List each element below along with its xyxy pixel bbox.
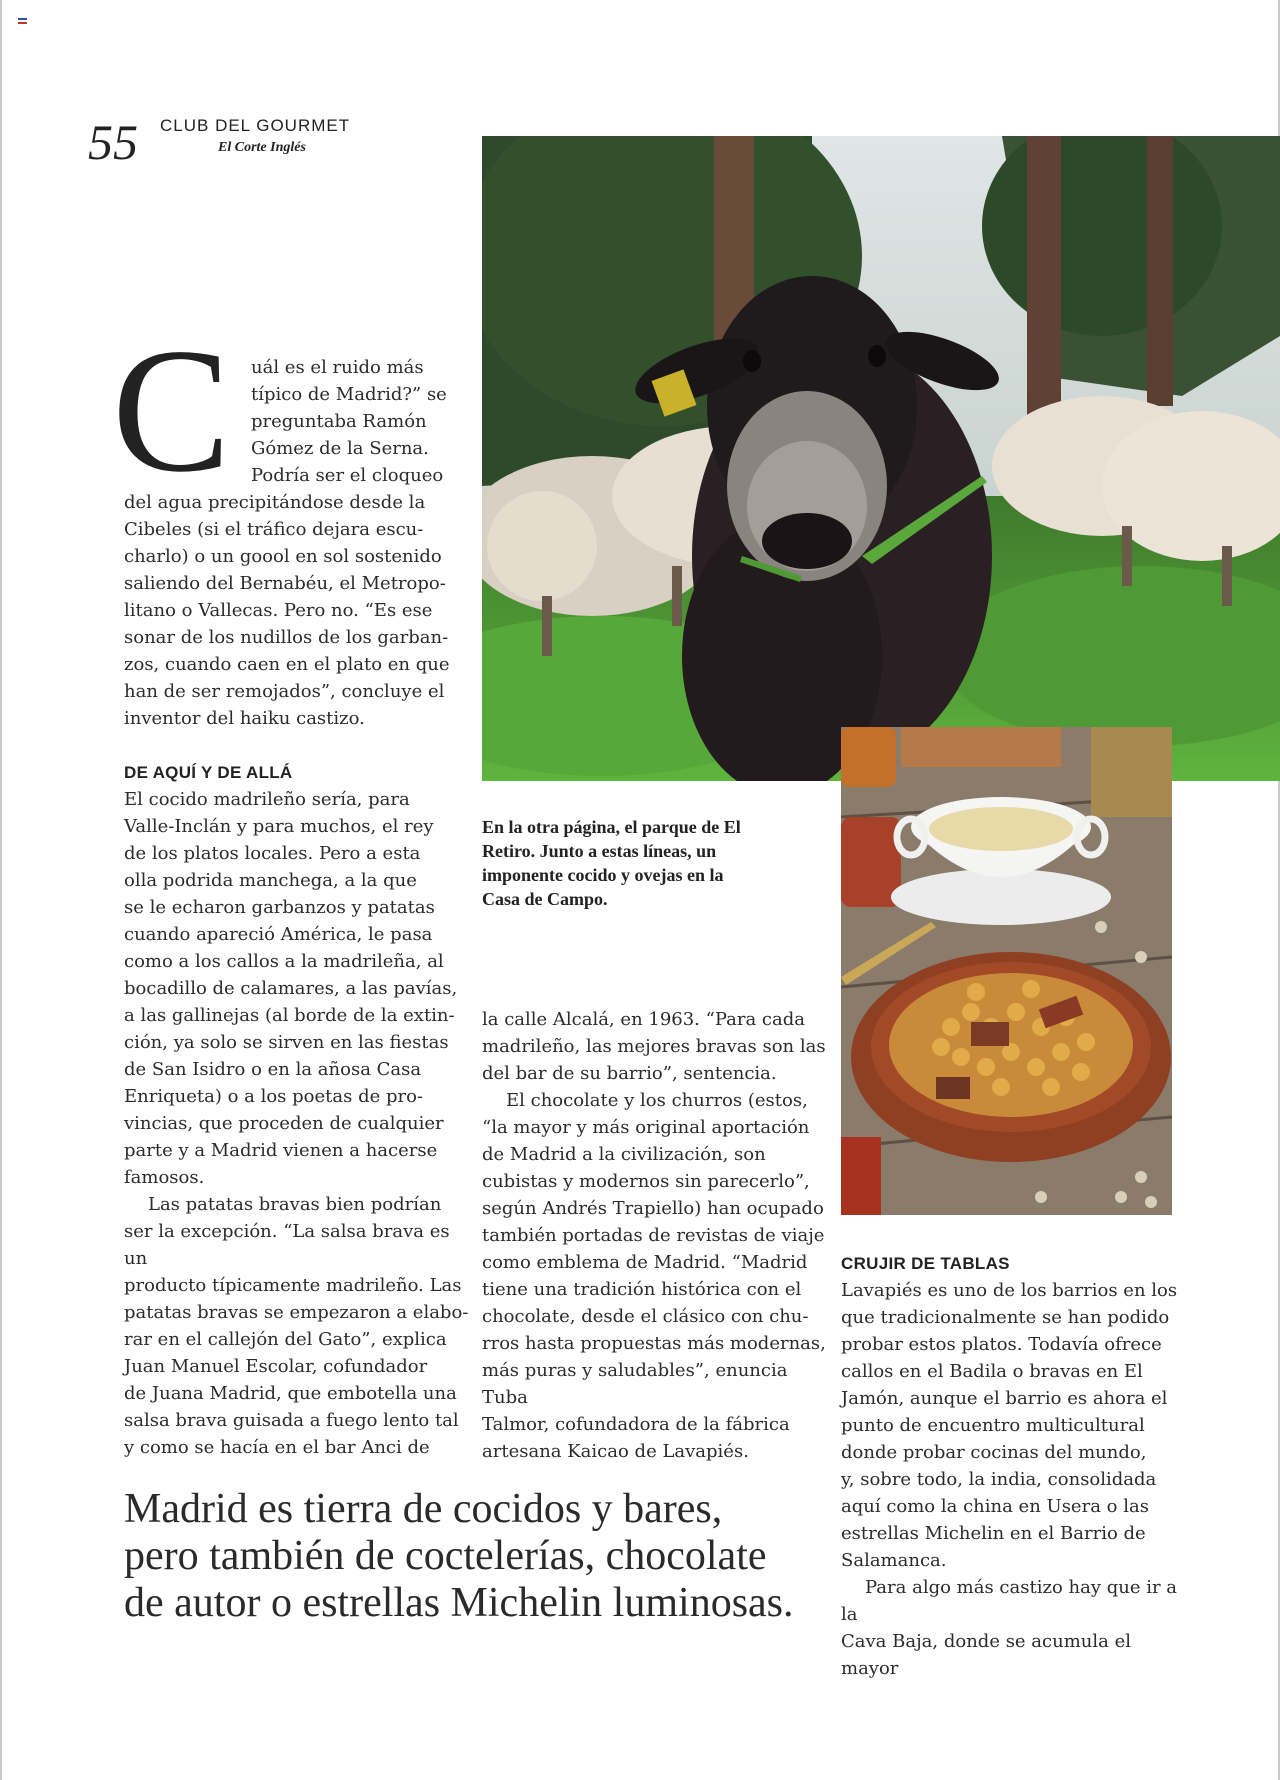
text-line: de San Isidro o en la añosa Casa [124,1059,422,1080]
text-line: olla podrida manchega, a la que [124,870,417,891]
text-line: del bar de su barrio”, sentencia. [482,1063,777,1084]
text-line: la calle Alcalá, en 1963. “Para cada [482,1009,805,1030]
intro-line: típico de Madrid?” se [251,384,447,405]
text-line: Salamanca. [841,1550,947,1571]
text-line: aquí como la china en Usera o las [841,1496,1149,1517]
text-line: producto típicamente madrileño. Las [124,1275,462,1296]
text-line: zos, cuando caen en el plato en que [124,654,450,675]
text-line: Para algo más castizo hay que ir a la [841,1577,1178,1625]
text-line: “la mayor y más original aportación [482,1117,810,1138]
text-line: y, sobre todo, la india, consolidada [841,1469,1157,1490]
text-line: ción, ya solo se sirven en las fiestas [124,1032,449,1053]
text-line: vincias, que proceden de cualquier [124,1113,444,1134]
text-line: Jamón, aunque el barrio es ahora el [841,1388,1168,1409]
intro-line: Gómez de la Serna. [251,438,429,459]
text-line: salsa brava guisada a fuego lento tal [124,1410,459,1431]
text-line: a las gallinejas (al borde de la extin- [124,1005,455,1026]
text-line: Lavapiés es uno de los barrios en los [841,1280,1178,1301]
section2-paragraph-2 [841,1574,1181,1682]
text-line: y como se hacía en el bar Anci de [124,1437,430,1458]
left-column [124,489,470,1461]
text-line: como emblema de Madrid. “Madrid [482,1252,808,1273]
text-line: donde probar cocinas del mundo, [841,1442,1147,1463]
pull-quote-line: pero también de coctelerías, chocolate [124,1533,767,1579]
text-line: artesana Kaicao de Lavapiés. [482,1441,749,1462]
text-line: bocadillo de calamares, a las pavías, [124,978,458,999]
cocido-illustration [841,727,1172,1215]
middle-paragraph-1 [482,1006,832,1087]
right-column [841,1250,1181,1682]
middle-column [482,1006,832,1465]
text-line: inventor del haiku castizo. [124,708,365,729]
section1-paragraph-2 [124,1191,470,1461]
text-line: callos en el Badila o bravas en El [841,1361,1143,1382]
text-line: estrellas Michelin en el Barrio de [841,1523,1146,1544]
intro-lead [251,354,481,489]
text-line: famosos. [124,1167,205,1188]
text-line: charlo) o un goool en sol sostenido [124,546,442,567]
middle-paragraph-2 [482,1087,832,1465]
text-line: también portadas de revistas de viaje [482,1225,825,1246]
intro-line: preguntaba Ramón [251,411,427,432]
text-line: ser la excepción. “La salsa brava es un [124,1221,450,1269]
pull-quote-line: Madrid es tierra de cocidos y bares, [124,1486,723,1532]
text-line: del agua precipitándose desde la [124,492,426,513]
pull-quote [124,1486,844,1627]
sheep-illustration [482,136,1280,781]
menu-icon[interactable] [18,18,27,26]
text-line: de Madrid a la civilización, son [482,1144,766,1165]
text-line: probar estos platos. Todavía ofrece [841,1334,1162,1355]
intro-paragraph [124,489,470,732]
section-title: CLUB DEL GOURMET [160,116,351,135]
text-line: Valle-Inclán y para muchos, el rey [124,816,434,837]
brand-logo: El Corte Inglés [218,140,306,155]
text-line: patatas bravas se empezaron a elabo- [124,1302,469,1323]
text-line: sonar de los nudillos de los garban- [124,627,449,648]
text-line: chocolate, desde el clásico con chu- [482,1306,809,1327]
intro-line: Podría ser el cloqueo [251,465,444,486]
drop-cap: C [112,311,231,509]
section-heading: CRUJIR DE TABLAS [841,1254,1010,1273]
page-edge-left [0,0,2,1780]
text-line: El chocolate y los churros (estos, [506,1090,808,1111]
text-line: rros hasta propuestas más modernas, [482,1333,826,1354]
text-line: punto de encuentro multicultural [841,1415,1145,1436]
sheep-photo [482,136,1280,781]
section2-paragraph-1 [841,1277,1181,1574]
text-line: según Andrés Trapiello) han ocupado [482,1198,824,1219]
text-line: que tradicionalmente se han podido [841,1307,1170,1328]
text-line: Cava Baja, donde se acumula el mayor [841,1631,1131,1679]
text-line: de Juana Madrid, que embotella una [124,1383,457,1404]
text-line: Las patatas bravas bien podrían [148,1194,442,1215]
text-line: más puras y saludables”, enuncia Tuba [482,1360,788,1408]
text-line: parte y a Madrid vienen a hacerse [124,1140,438,1161]
text-line: tiene una tradición histórica con el [482,1279,802,1300]
photo-caption: En la otra página, el parque de El Retiro. Junto a estas líneas, un imponente cocido y ovejas en la Casa de Campo. [482,817,741,909]
text-line: como a los callos a la madrileña, al [124,951,444,972]
text-line: se le echaron garbanzos y patatas [124,897,435,918]
text-line: rar en el callejón del Gato”, explica [124,1329,447,1350]
text-line: madrileño, las mejores bravas son las [482,1036,826,1057]
text-line: han de ser remojados”, concluye el [124,681,445,702]
text-line: de los platos locales. Pero a esta [124,843,421,864]
text-line: Enriqueta) o a los poetas de pro- [124,1086,424,1107]
text-line: El cocido madrileño sería, para [124,789,410,810]
cocido-photo [841,727,1172,1215]
pull-quote-line: de autor o estrellas Michelin luminosas. [124,1580,794,1626]
text-line: saliendo del Bernabéu, el Metropo- [124,573,446,594]
text-line: cubistas y modernos sin parecerlo”, [482,1171,810,1192]
section1-paragraph-1 [124,786,470,1191]
text-line: Juan Manuel Escolar, cofundador [124,1356,428,1377]
page-number: 55 [88,114,138,170]
text-line: litano o Vallecas. Pero no. “Es ese [124,600,433,621]
text-line: Cibeles (si el tráfico dejara escu- [124,519,424,540]
section-heading: DE AQUÍ Y DE ALLÁ [124,763,293,782]
text-line: Talmor, cofundadora de la fábrica [482,1414,790,1435]
intro-line: uál es el ruido más [251,357,424,378]
text-line: cuando apareció América, le pasa [124,924,433,945]
